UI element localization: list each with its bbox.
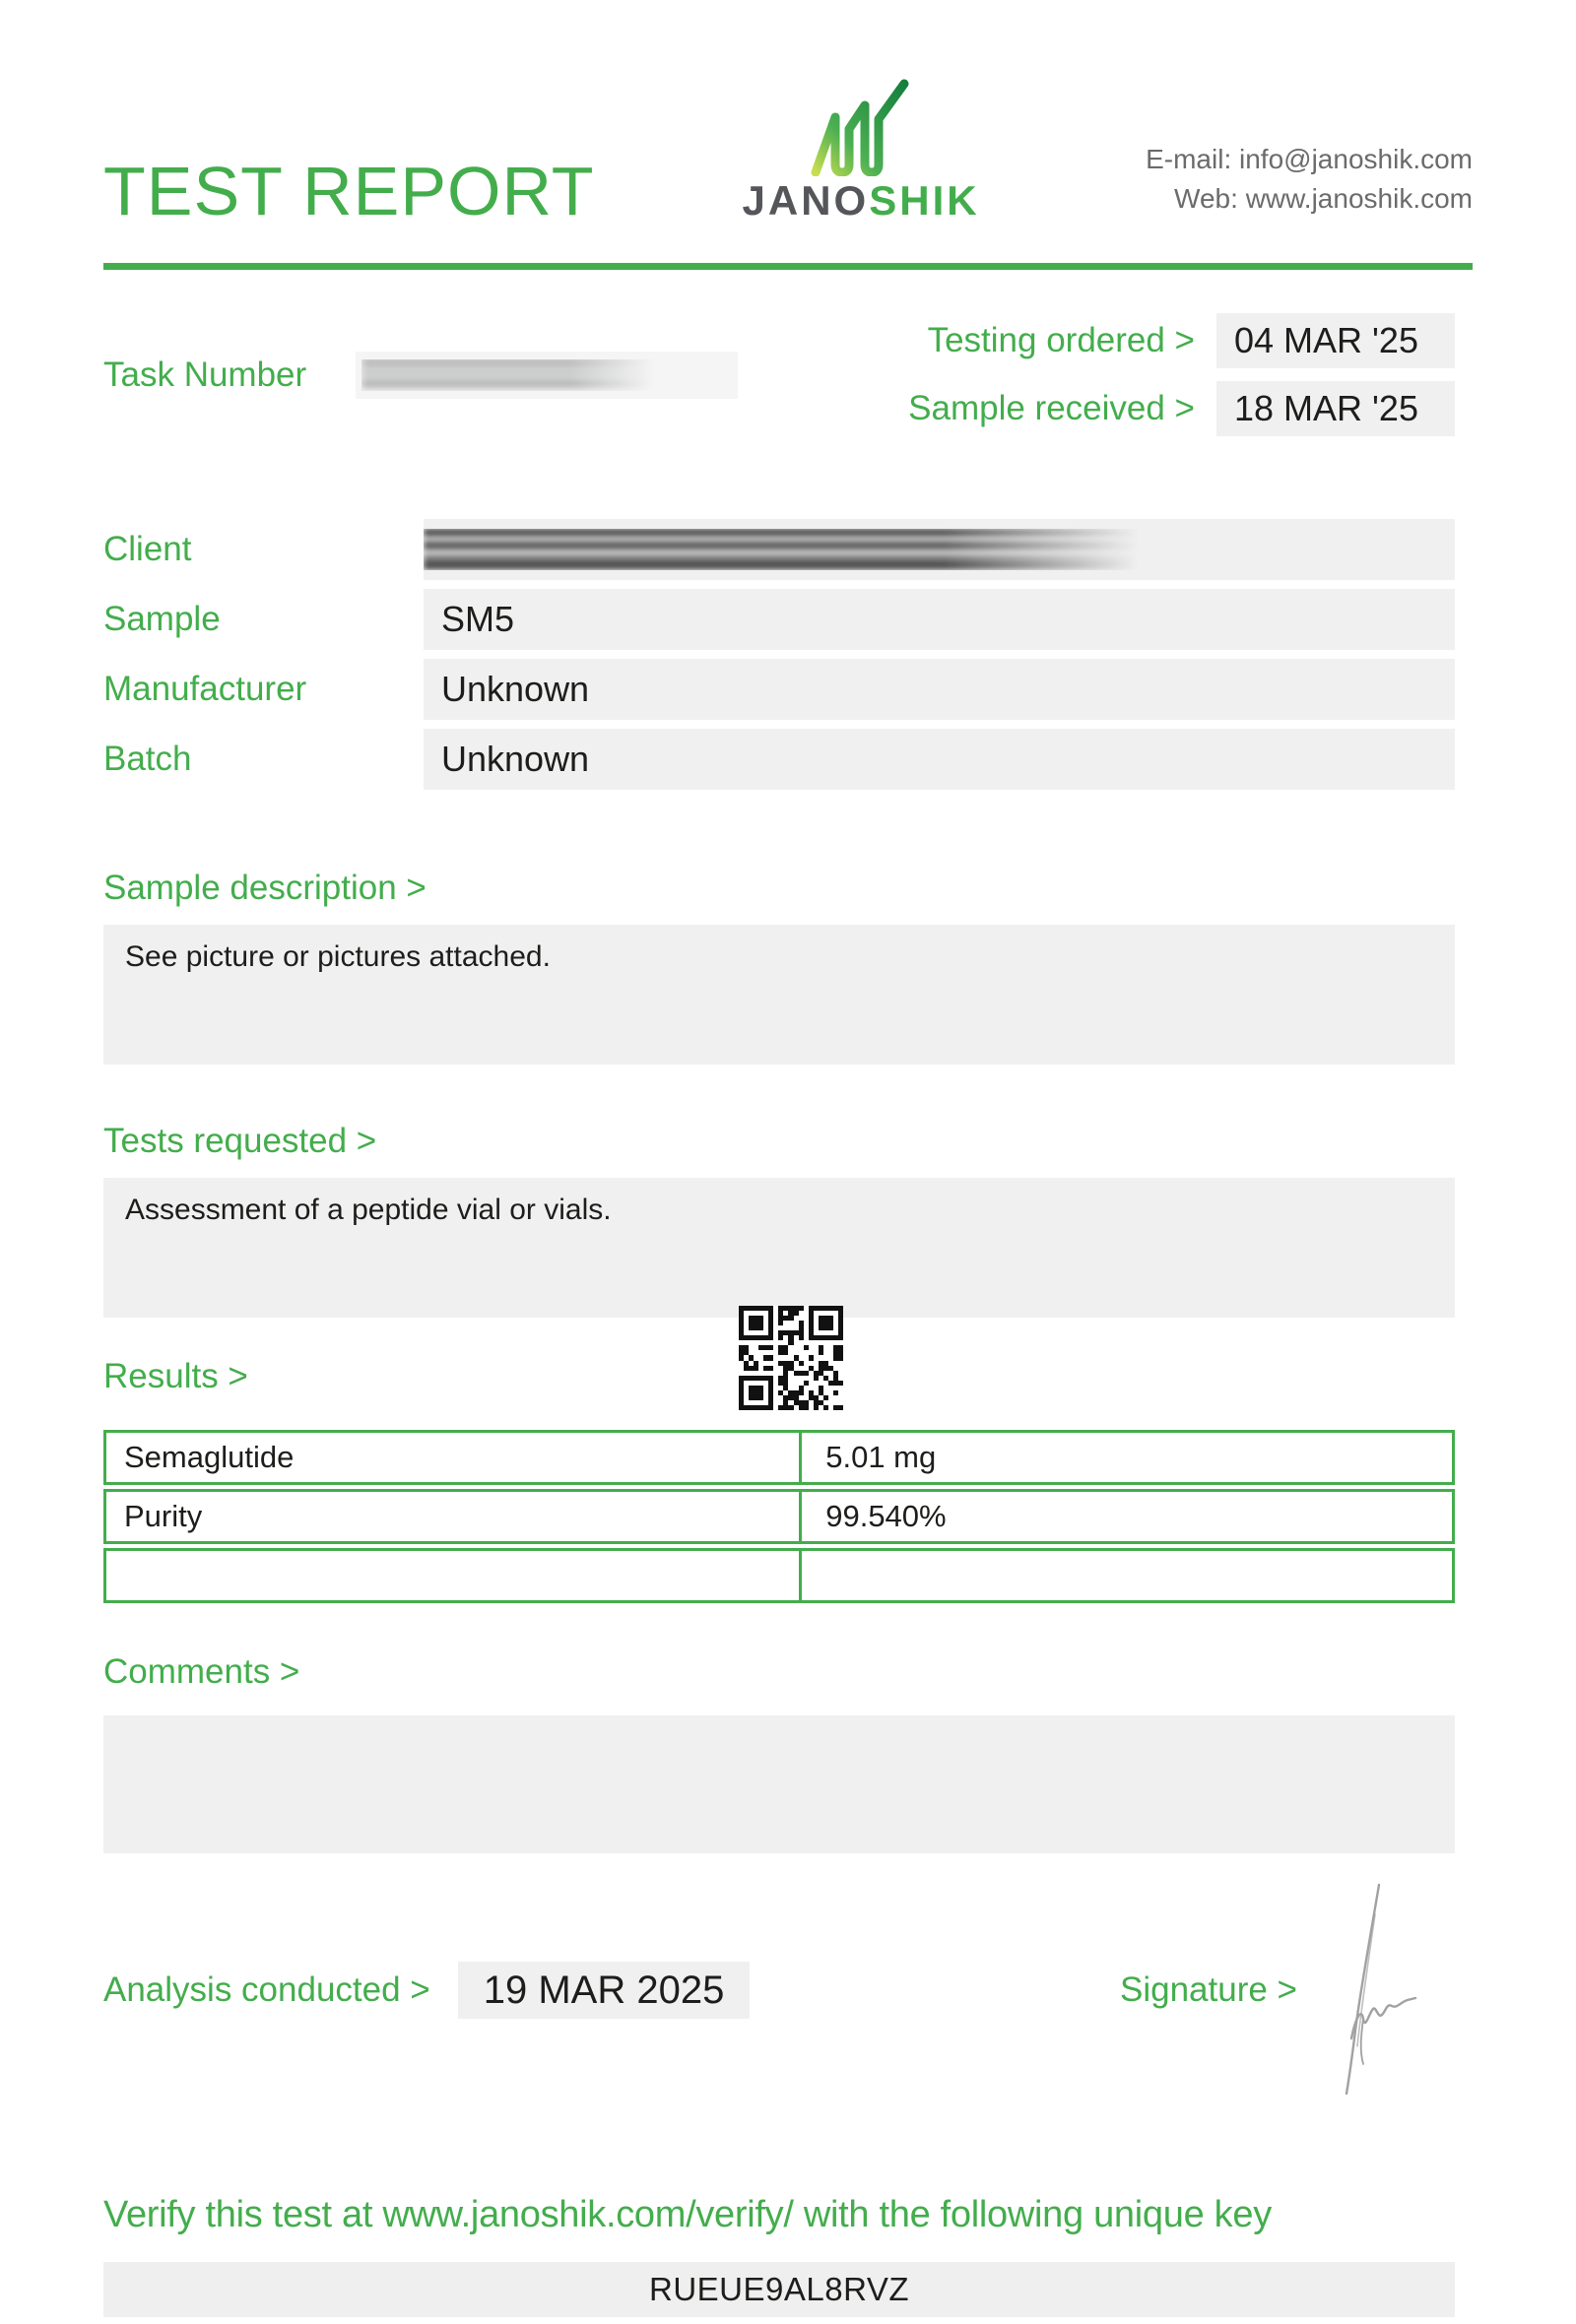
testing-ordered-value: 04 MAR '25 [1216,313,1455,368]
contact-web-line [1146,179,1473,220]
manufacturer-value: Unknown [424,659,1455,720]
analysis-signature-row [103,1962,1473,2019]
results-table [103,1430,1455,1603]
sample-received-value: 18 MAR '25 [1216,381,1455,436]
table-row [103,1430,1455,1485]
client-value-redacted [424,519,1455,580]
batch-value: Unknown [424,729,1455,790]
tests-requested-box: Assessment of a peptide vial or vials. [103,1178,1455,1318]
report-header [103,84,1473,229]
sample-description-box: See picture or pictures attached. [103,925,1455,1065]
testing-ordered-row [908,313,1473,368]
qr-code [739,1306,843,1410]
results-header-zone [103,1318,1473,1411]
table-row [103,1548,1455,1603]
sample-label: Sample [103,600,221,638]
redaction-smudge [424,529,1146,570]
result-name-cell: Semaglutide [106,1433,802,1482]
client-row [103,519,1473,580]
verify-instruction: Verify this test at www.janoshik.com/verify/ with the following unique key [103,2194,1272,2235]
batch-row [103,729,1473,790]
web-value: www.janoshik.com [1245,183,1473,215]
contact-block [1146,140,1473,224]
task-number-redacted [356,352,738,399]
signature-scribble [1280,1881,1418,2098]
email-label: E-mail: [1146,143,1232,174]
result-name-cell: Purity [106,1492,802,1541]
tests-requested-heading: Tests requested > [103,1122,377,1160]
redaction-smudge [361,359,660,391]
client-label: Client [103,530,192,568]
janoshik-logo [743,78,980,224]
sample-received-row [908,381,1473,436]
sample-received-label: Sample received > [908,389,1195,427]
sample-description-heading: Sample description > [103,869,427,907]
batch-label: Batch [103,740,192,778]
dates-block [908,313,1473,436]
page-title: TEST REPORT [103,152,595,229]
comments-box [103,1715,1455,1853]
logo-wordmark [743,178,980,224]
result-value-cell: 99.540% [825,1499,947,1533]
table-row [103,1489,1455,1544]
logo-chart-icon [810,78,912,176]
task-number-label: Task Number [103,355,307,394]
signature-label: Signature > [1120,1970,1297,2009]
header-divider [103,263,1473,270]
details-section [103,519,1473,790]
results-heading: Results > [103,1357,248,1395]
task-number-row [103,313,738,436]
analysis-date-value: 19 MAR 2025 [458,1962,751,2019]
analysis-conducted-label: Analysis conducted > [103,1970,430,2009]
verify-key: RUEUE9AL8RVZ [103,2262,1455,2317]
sample-row [103,589,1473,650]
comments-heading: Comments > [103,1652,300,1691]
email-value: info@janoshik.com [1239,143,1473,174]
logo-jano: JANO [742,176,870,224]
manufacturer-row [103,659,1473,720]
testing-ordered-label: Testing ordered > [927,321,1195,359]
result-value-cell [802,1551,1452,1600]
result-name-cell [106,1551,802,1600]
sample-value: SM5 [424,589,1455,650]
manufacturer-label: Manufacturer [103,670,307,708]
logo-shik: SHIK [869,176,980,224]
web-label: Web: [1174,183,1238,215]
contact-email-line [1146,140,1473,180]
meta-section [103,313,1473,436]
result-value-cell: 5.01 mg [825,1440,937,1474]
